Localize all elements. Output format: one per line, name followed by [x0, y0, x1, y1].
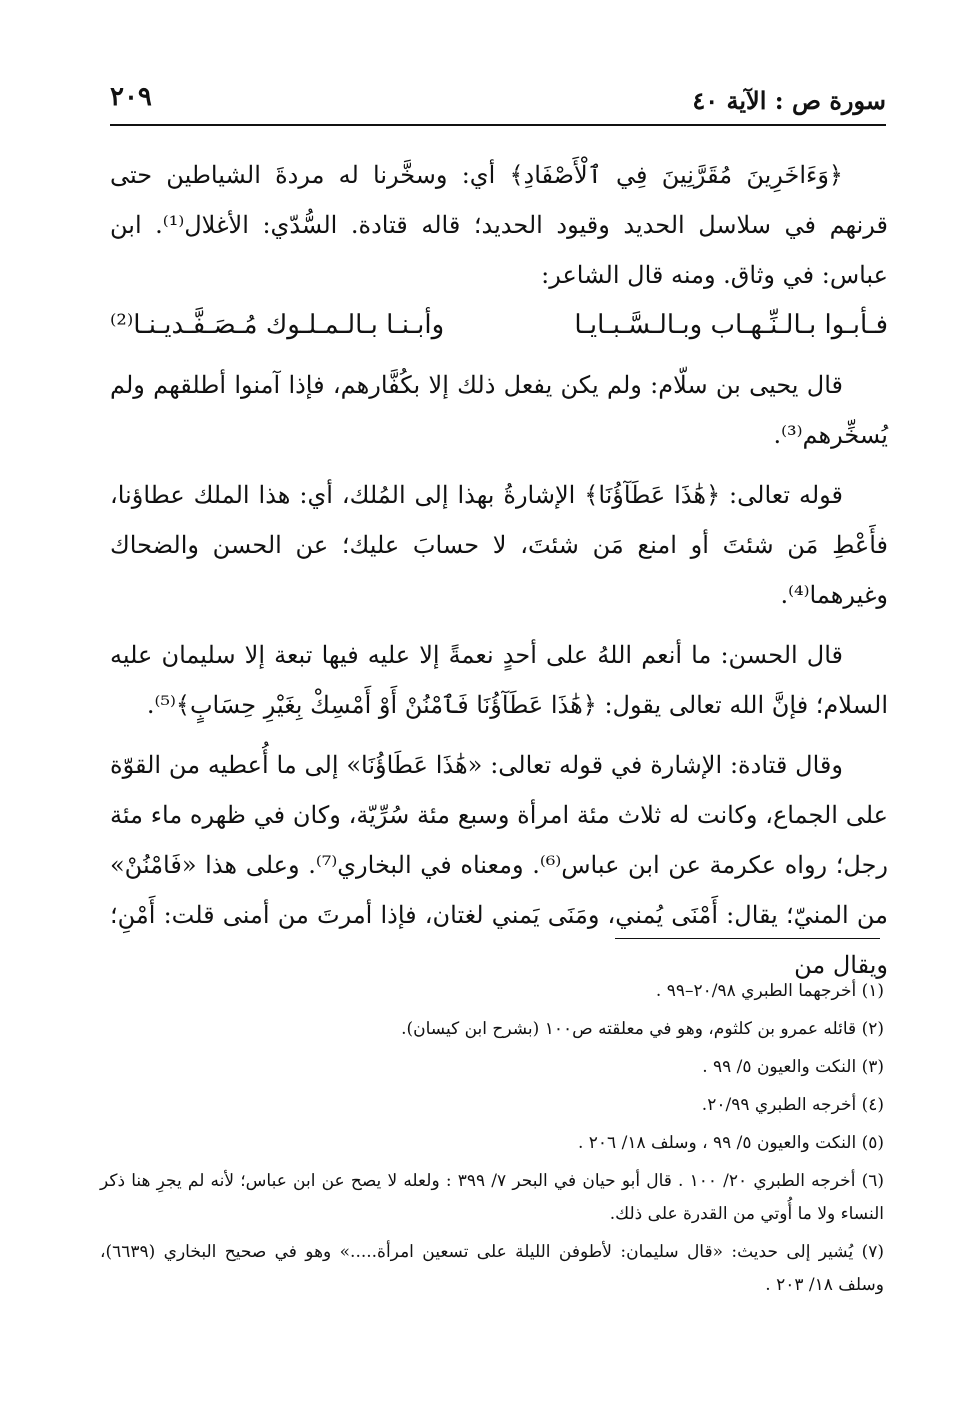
paragraph-4: قال الحسن: ما أنعم اللهُ على أحدٍ نعمةً إلا عليه فيها تبعة إلا سليمان عليه السلام؛ فإنَّ الله تعالى يقول: ﴿هَٰذَا عَطَآؤُنَا فَٱمْنُنْ أَوْ أَمْسِكْ بِغَيْرِ حِسَابٍ﴾⁽⁵⁾. [110, 641, 888, 719]
footnotes [100, 975, 884, 1307]
footnote-separator [615, 938, 880, 939]
page-number: ٢٠٩ [110, 82, 152, 112]
verse-second-hemistich: وأبـنـا بـالـمـلـوك مُـصَـفَّـديـنـا⁽²⁾ [110, 310, 445, 340]
footnote-4: (٤) أخرجه الطبري ٢٠/٩٩. [701, 1095, 884, 1115]
footnote-1: (١) أخرجهما الطبري ٢٠/٩٨–٩٩ . [655, 981, 884, 1001]
footnote-3: (٣) النكت والعيون ٥/ ٩٩ . [702, 1057, 884, 1077]
footnote-5: (٥) النكت والعيون ٥/ ٩٩ ، وسلف ١٨/ ٢٠٦ . [577, 1133, 884, 1153]
paragraph-1: ﴿وَءَاخَرِينَ مُقَرَّنِينَ فِي ٱلْأَصْفَادِ﴾ أي: وسخَّرنا له مردةَ الشياطين حتى قرنهم في سلاسل الحديد وقيود الحديد؛ قاله قتادة. السُّدّي: الأغلال⁽¹⁾. ابن عباس: في وثاق. ومنه قال الشاعر: [110, 161, 888, 289]
poetry-verse [110, 300, 888, 350]
footnote-2: (٢) قائله عمرو بن كلثوم، وهو في معلقته ص١٠٠ (بشرح ابن كيسان). [401, 1019, 884, 1039]
footnote-6: (٦) أخرجه الطبري ٢٠/ ١٠٠ . قال أبو حيان في البحر ٧/ ٣٩٩ : ولعله لا يصح عن ابن عباس؛ لأنه لم يجرِ هنا ذكر النساء ولا ما أُوتي من القدرة على ذلك. [100, 1171, 884, 1224]
paragraph-2: قال يحيى بن سلّام: ولم يكن يفعل ذلك إلا بكُفَّارهم، فإذا آمنوا أطلقهم ولم يُسخِّرهم⁽³⁾. [110, 371, 888, 449]
paragraph-3: قوله تعالى: ﴿هَٰذَا عَطَآؤُنَا﴾ الإشارةُ بهذا إلى المُلك، أي: هذا الملك عطاؤنا، فأَعْطِ مَن شئتَ أو امنع مَن شئتَ، لا حسابَ عليك؛ عن الحسن والضحاك وغيرهما⁽⁴⁾. [110, 481, 888, 609]
paragraph-5: وقال قتادة: الإشارة في قوله تعالى: «هَٰذَا عَطَاؤُنَا» إلى ما أُعطيه من القوّة على الجماع، وكانت له ثلاث مئة امرأة وسبع مئة سُرِّيّة، وكان في ظهره ماء مئة رجل؛ رواه عكرمة عن ابن عباس⁽⁶⁾. ومعناه في البخاري⁽⁷⁾. وعلى هذا «فَامْنُنْ» من المنيّ؛ يقال: أَمْنَى يُمني، ومَنَى يَمني لغتان، فإذا أمرتَ من أمنى قلت: أَمْنِ؛ ويقال من [110, 751, 888, 979]
verse-first-hemistich: فـأبـوا بـالـنِّـهـاب وبـالـسَّـبـايـا [574, 310, 888, 340]
footnote-7: (٧) يُشير إلى حديث: «قال سليمان: لأطوفن الليلة على تسعين امرأة.....» وهو في صحيح البخاري (٦٦٣٩)، وسلف ١٨/ ٢٠٣ . [100, 1242, 884, 1295]
running-title: سورة ص : الآية ٤٠ [692, 86, 886, 115]
page-header [110, 78, 886, 126]
main-text [110, 150, 888, 990]
